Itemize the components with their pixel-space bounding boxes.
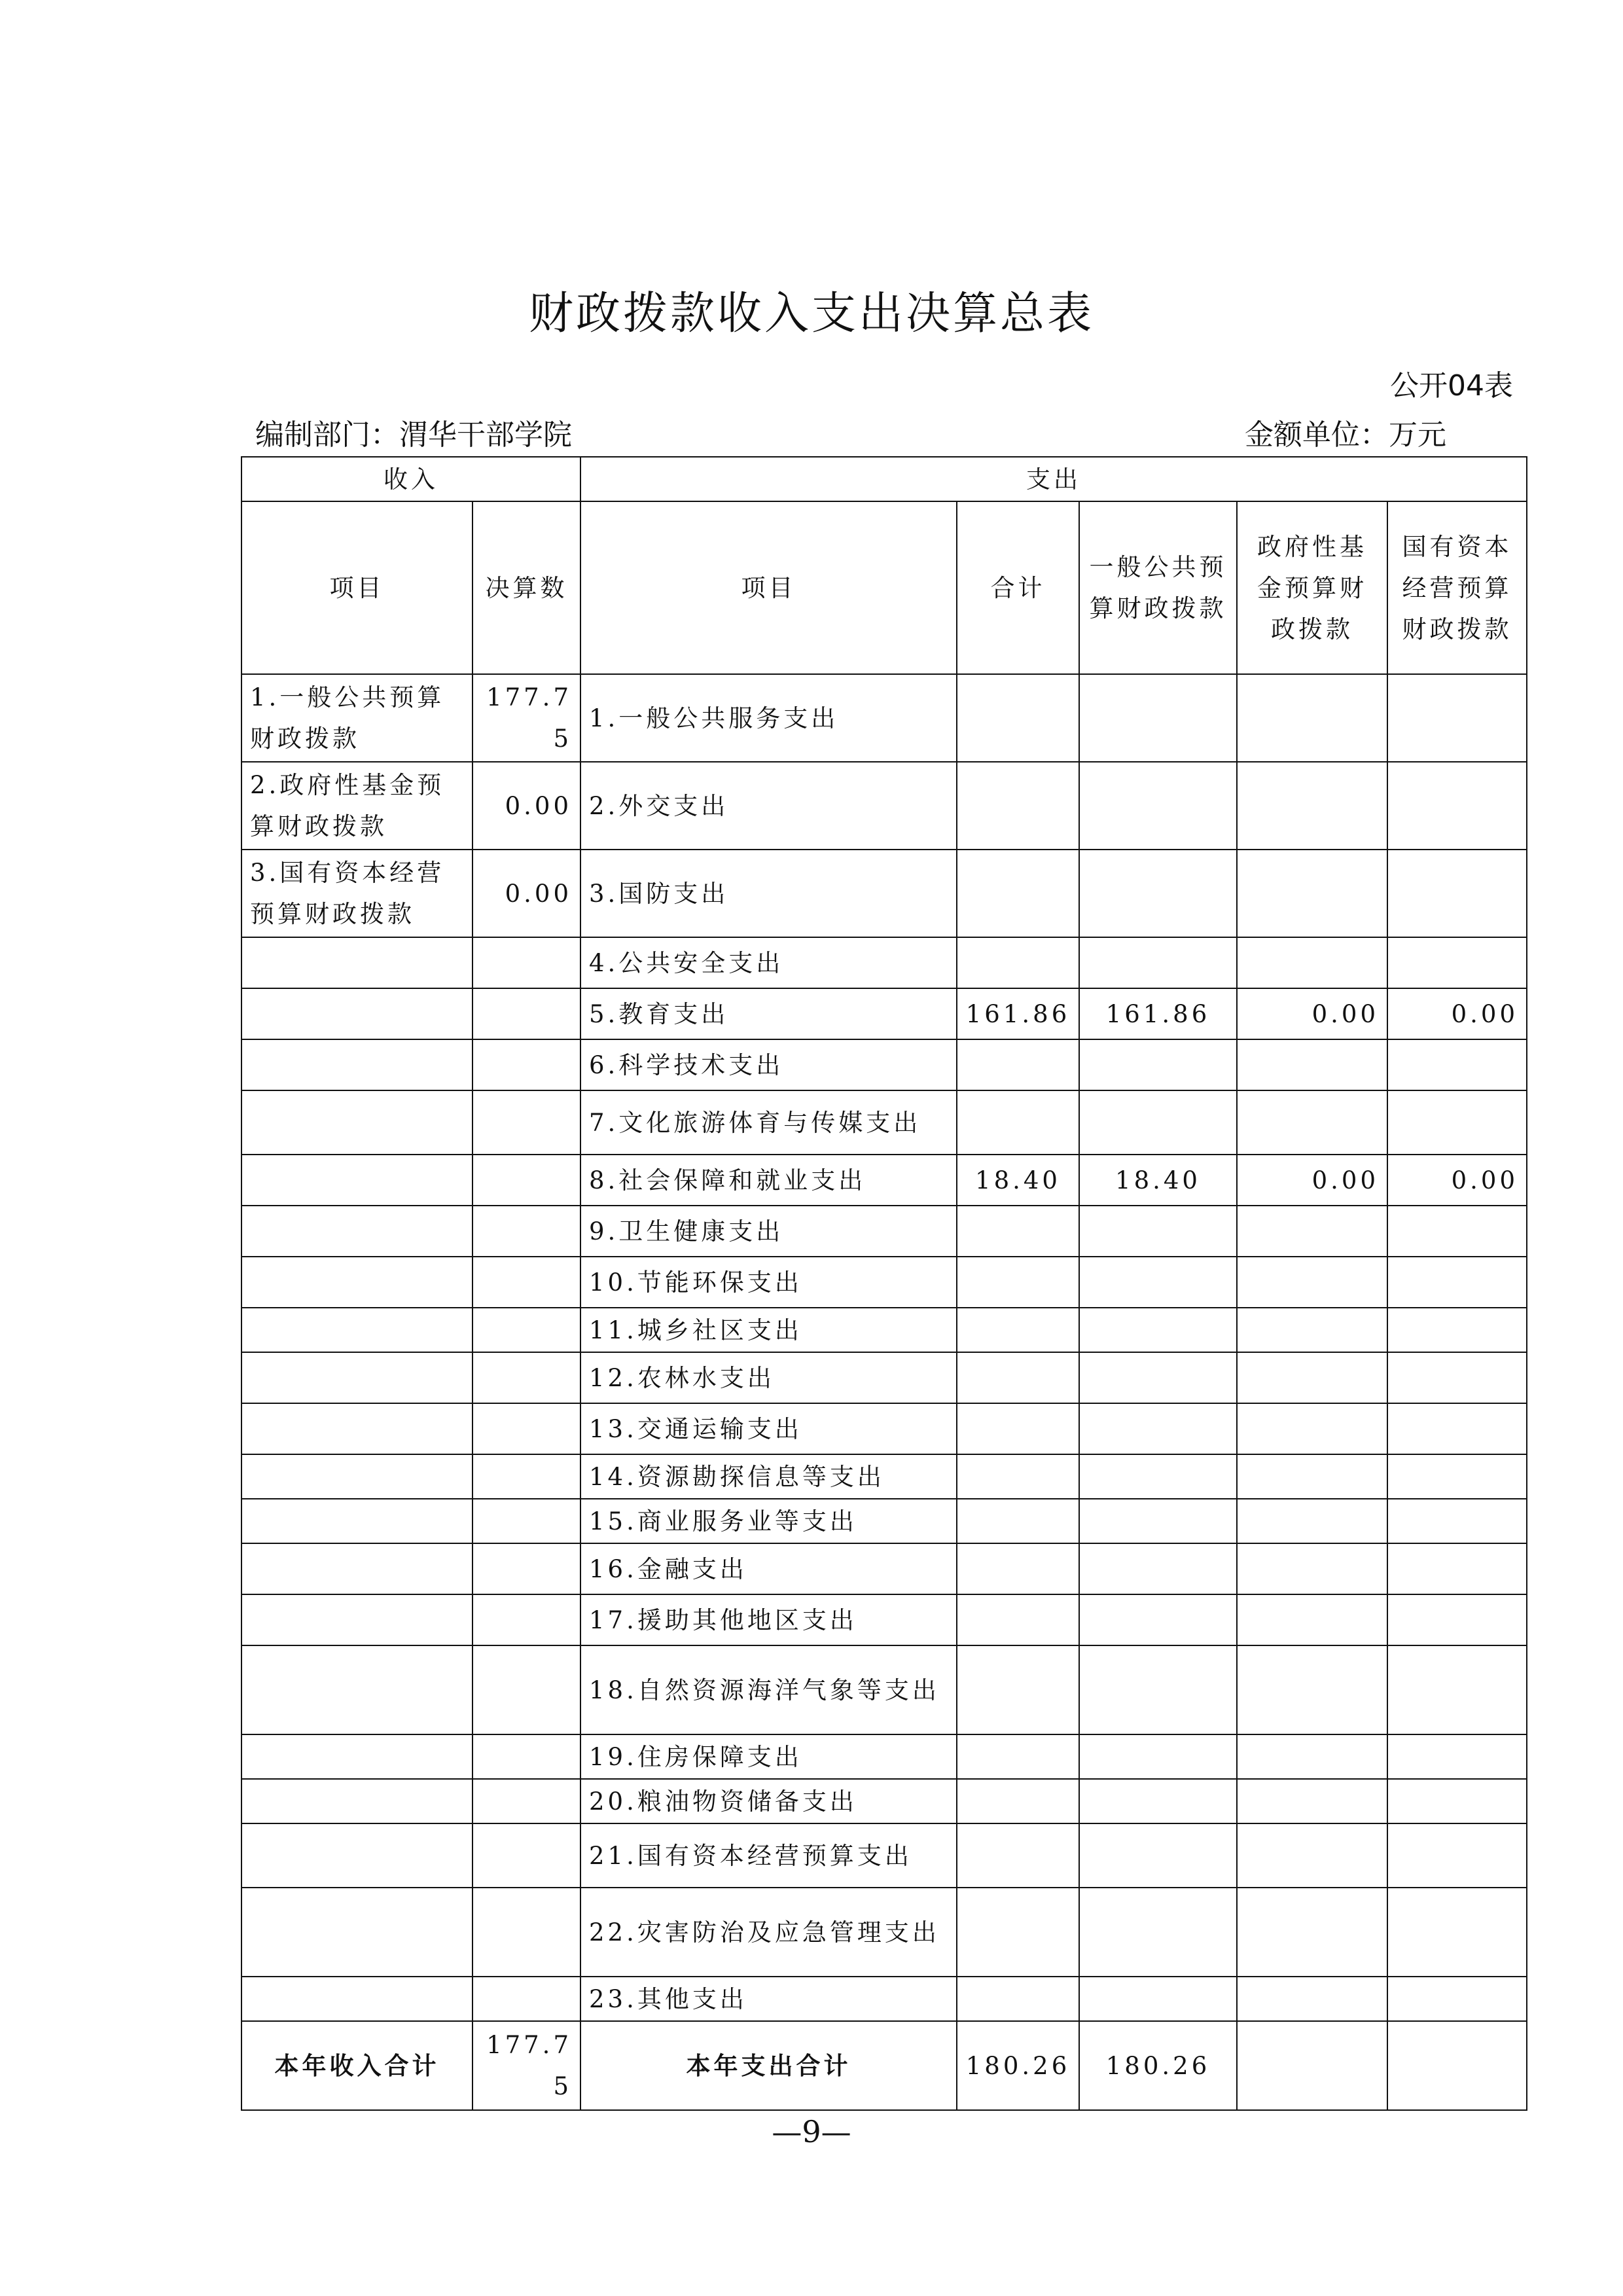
income-item-header: 项目 — [241, 501, 473, 674]
general-budget-cell — [1079, 674, 1237, 762]
fund-budget-cell — [1237, 1977, 1387, 2021]
state-capital-cell — [1387, 1454, 1527, 1499]
income-item-cell — [241, 1257, 473, 1308]
table-row — [241, 1403, 1527, 1454]
fund-budget-cell — [1237, 1594, 1387, 1645]
fund-budget-cell — [1237, 1403, 1387, 1454]
general-budget-header: 一般公共预算财政拨款 — [1079, 501, 1237, 674]
expense-item-cell: 2.外交支出 — [580, 762, 957, 850]
general-budget-cell — [1079, 1734, 1237, 1779]
settled-header: 决算数 — [473, 501, 580, 674]
state-capital-cell — [1387, 850, 1527, 937]
income-value-cell — [473, 1257, 580, 1308]
table-row — [241, 1308, 1527, 1352]
total-cell — [957, 674, 1079, 762]
total-cell — [957, 1594, 1079, 1645]
state-capital-cell: 0.00 — [1387, 1155, 1527, 1206]
expense-item-cell: 12.农林水支出 — [580, 1352, 957, 1403]
form-number: 公开04表 — [1390, 369, 1513, 403]
expense-item-cell: 3.国防支出 — [580, 850, 957, 937]
table-row — [241, 1352, 1527, 1403]
fund-budget-cell — [1237, 1645, 1387, 1734]
fund-budget-cell — [1237, 937, 1387, 988]
fund-budget-cell — [1237, 1543, 1387, 1594]
general-budget-cell — [1079, 1090, 1237, 1155]
state-capital-cell — [1387, 1308, 1527, 1352]
income-value-cell: 0.00 — [473, 762, 580, 850]
income-value-cell: 177.75 — [473, 674, 580, 762]
total-cell — [957, 1543, 1079, 1594]
budget-table — [241, 456, 1527, 2111]
state-capital-cell — [1387, 937, 1527, 988]
income-item-cell — [241, 1779, 473, 1823]
income-item-cell — [241, 1352, 473, 1403]
expense-item-cell: 22.灾害防治及应急管理支出 — [580, 1888, 957, 1977]
expense-item-cell: 21.国有资本经营预算支出 — [580, 1823, 957, 1888]
table-row — [241, 762, 1527, 850]
fund-budget-cell — [1237, 674, 1387, 762]
general-budget-cell — [1079, 1039, 1237, 1090]
income-value-cell — [473, 937, 580, 988]
table-row — [241, 1039, 1527, 1090]
table-row — [241, 1734, 1527, 1779]
income-item-cell — [241, 1155, 473, 1206]
expense-item-cell: 8.社会保障和就业支出 — [580, 1155, 957, 1206]
income-header: 收入 — [241, 457, 580, 501]
table-row — [241, 1454, 1527, 1499]
state-capital-cell — [1387, 1888, 1527, 1977]
table-row — [241, 1594, 1527, 1645]
income-item-cell — [241, 988, 473, 1039]
state-capital-cell — [1387, 1352, 1527, 1403]
fund-budget-cell — [1237, 1823, 1387, 1888]
fund-budget-cell — [1237, 1257, 1387, 1308]
income-value-cell — [473, 1543, 580, 1594]
fund-budget-cell: 0.00 — [1237, 1155, 1387, 1206]
general-budget-cell — [1079, 1888, 1237, 1977]
state-capital-cell: 0.00 — [1387, 988, 1527, 1039]
income-value-cell — [473, 1206, 580, 1257]
general-budget-cell — [1079, 1645, 1237, 1734]
table-row — [241, 1645, 1527, 1734]
income-item-cell — [241, 1888, 473, 1977]
general-budget-cell — [1079, 850, 1237, 937]
total-cell — [957, 1454, 1079, 1499]
income-value-cell — [473, 1039, 580, 1090]
expense-item-cell: 19.住房保障支出 — [580, 1734, 957, 1779]
general-budget-cell: 161.86 — [1079, 988, 1237, 1039]
income-value-cell — [473, 1779, 580, 1823]
state-capital-cell — [1387, 762, 1527, 850]
total-cell — [957, 1090, 1079, 1155]
state-capital-cell — [1387, 1257, 1527, 1308]
expense-total-label: 本年支出合计 — [580, 2021, 957, 2110]
expense-item-cell: 15.商业服务业等支出 — [580, 1499, 957, 1543]
expense-total-fund — [1237, 2021, 1387, 2110]
income-value-cell — [473, 988, 580, 1039]
fund-budget-cell — [1237, 850, 1387, 937]
income-item-cell: 3.国有资本经营预算财政拨款 — [241, 850, 473, 937]
total-cell — [957, 937, 1079, 988]
expense-item-cell: 1.一般公共服务支出 — [580, 674, 957, 762]
state-capital-cell — [1387, 1499, 1527, 1543]
expense-item-cell: 11.城乡社区支出 — [580, 1308, 957, 1352]
expense-total-sum: 180.26 — [957, 2021, 1079, 2110]
income-total-label: 本年收入合计 — [241, 2021, 473, 2110]
table-row — [241, 1155, 1527, 1206]
state-capital-cell — [1387, 1977, 1527, 2021]
general-budget-cell — [1079, 1543, 1237, 1594]
income-value-cell — [473, 1977, 580, 2021]
fund-budget-cell — [1237, 1206, 1387, 1257]
total-cell — [957, 1257, 1079, 1308]
general-budget-cell — [1079, 1257, 1237, 1308]
income-item-cell: 1.一般公共预算财政拨款 — [241, 674, 473, 762]
expense-header: 支出 — [580, 457, 1527, 501]
income-item-cell — [241, 1823, 473, 1888]
expense-item-cell: 17.援助其他地区支出 — [580, 1594, 957, 1645]
income-value-cell — [473, 1594, 580, 1645]
general-budget-cell — [1079, 1352, 1237, 1403]
expense-item-cell: 9.卫生健康支出 — [580, 1206, 957, 1257]
general-budget-cell — [1079, 937, 1237, 988]
income-value-cell — [473, 1499, 580, 1543]
general-budget-cell — [1079, 1206, 1237, 1257]
income-item-cell — [241, 1454, 473, 1499]
expense-item-header: 项目 — [580, 501, 957, 674]
general-budget-cell — [1079, 1594, 1237, 1645]
group-header-row — [241, 457, 1527, 501]
expense-item-cell: 6.科学技术支出 — [580, 1039, 957, 1090]
fund-budget-cell — [1237, 1352, 1387, 1403]
state-capital-cell — [1387, 1734, 1527, 1779]
fund-budget-cell — [1237, 1090, 1387, 1155]
expense-item-cell: 14.资源勘探信息等支出 — [580, 1454, 957, 1499]
state-capital-cell — [1387, 1403, 1527, 1454]
fund-budget-cell — [1237, 1308, 1387, 1352]
total-cell — [957, 1499, 1079, 1543]
income-total-value: 177.75 — [473, 2021, 580, 2110]
state-capital-cell — [1387, 1206, 1527, 1257]
table-row — [241, 937, 1527, 988]
total-cell: 161.86 — [957, 988, 1079, 1039]
income-value-cell — [473, 1888, 580, 1977]
state-capital-cell — [1387, 1645, 1527, 1734]
income-value-cell: 0.00 — [473, 850, 580, 937]
income-value-cell — [473, 1090, 580, 1155]
income-item-cell — [241, 1090, 473, 1155]
income-item-cell — [241, 1645, 473, 1734]
page-title: 财政拨款收入支出决算总表 — [528, 288, 1094, 340]
income-item-cell — [241, 1039, 473, 1090]
table-row — [241, 1888, 1527, 1977]
total-cell — [957, 1779, 1079, 1823]
total-cell — [957, 1977, 1079, 2021]
income-item-cell — [241, 1403, 473, 1454]
expense-item-cell: 20.粮油物资储备支出 — [580, 1779, 957, 1823]
fund-budget-cell: 0.00 — [1237, 988, 1387, 1039]
state-capital-cell — [1387, 1039, 1527, 1090]
total-cell — [957, 1645, 1079, 1734]
income-value-cell — [473, 1308, 580, 1352]
table-row — [241, 1823, 1527, 1888]
income-value-cell — [473, 1734, 580, 1779]
total-cell — [957, 850, 1079, 937]
column-header-row — [241, 501, 1527, 674]
table-row — [241, 1499, 1527, 1543]
state-capital-cell — [1387, 1594, 1527, 1645]
expense-item-cell: 23.其他支出 — [580, 1977, 957, 2021]
income-value-cell — [473, 1155, 580, 1206]
income-item-cell — [241, 1734, 473, 1779]
income-item-cell — [241, 1977, 473, 2021]
expense-item-cell: 5.教育支出 — [580, 988, 957, 1039]
table-row — [241, 1257, 1527, 1308]
totals-row — [241, 2021, 1527, 2110]
state-capital-cell — [1387, 1823, 1527, 1888]
general-budget-cell: 18.40 — [1079, 1155, 1237, 1206]
fund-budget-cell — [1237, 1779, 1387, 1823]
expense-item-cell: 13.交通运输支出 — [580, 1403, 957, 1454]
total-cell — [957, 1352, 1079, 1403]
income-item-cell — [241, 1206, 473, 1257]
income-item-cell — [241, 1543, 473, 1594]
state-capital-cell — [1387, 1090, 1527, 1155]
general-budget-cell — [1079, 1308, 1237, 1352]
income-item-cell: 2.政府性基金预算财政拨款 — [241, 762, 473, 850]
state-capital-cell — [1387, 1779, 1527, 1823]
income-item-cell — [241, 1308, 473, 1352]
fund-budget-cell — [1237, 1888, 1387, 1977]
state-capital-cell — [1387, 1543, 1527, 1594]
table-row — [241, 1090, 1527, 1155]
general-budget-cell — [1079, 1779, 1237, 1823]
fund-budget-cell — [1237, 1499, 1387, 1543]
expense-item-cell: 16.金融支出 — [580, 1543, 957, 1594]
expense-item-cell: 4.公共安全支出 — [580, 937, 957, 988]
expense-total-general: 180.26 — [1079, 2021, 1237, 2110]
general-budget-cell — [1079, 1499, 1237, 1543]
total-cell — [957, 1403, 1079, 1454]
state-capital-header: 国有资本经营预算财政拨款 — [1387, 501, 1527, 674]
table-row — [241, 674, 1527, 762]
table-row — [241, 1543, 1527, 1594]
general-budget-cell — [1079, 1823, 1237, 1888]
fund-budget-cell — [1237, 762, 1387, 850]
income-value-cell — [473, 1403, 580, 1454]
income-value-cell — [473, 1645, 580, 1734]
expense-item-cell: 18.自然资源海洋气象等支出 — [580, 1645, 957, 1734]
total-cell — [957, 1888, 1079, 1977]
income-value-cell — [473, 1454, 580, 1499]
general-budget-cell — [1079, 1403, 1237, 1454]
total-header: 合计 — [957, 501, 1079, 674]
total-cell: 18.40 — [957, 1155, 1079, 1206]
total-cell — [957, 1823, 1079, 1888]
income-value-cell — [473, 1352, 580, 1403]
table-row — [241, 988, 1527, 1039]
expense-item-cell: 10.节能环保支出 — [580, 1257, 957, 1308]
table-row — [241, 1779, 1527, 1823]
general-budget-cell — [1079, 1977, 1237, 2021]
expense-item-cell: 7.文化旅游体育与传媒支出 — [580, 1090, 957, 1155]
income-value-cell — [473, 1823, 580, 1888]
fund-budget-cell — [1237, 1734, 1387, 1779]
total-cell — [957, 762, 1079, 850]
fund-budget-header: 政府性基金预算财政拨款 — [1237, 501, 1387, 674]
table-row — [241, 1206, 1527, 1257]
fund-budget-cell — [1237, 1039, 1387, 1090]
general-budget-cell — [1079, 762, 1237, 850]
total-cell — [957, 1039, 1079, 1090]
table-body — [241, 674, 1527, 2021]
income-item-cell — [241, 937, 473, 988]
general-budget-cell — [1079, 1454, 1237, 1499]
total-cell — [957, 1308, 1079, 1352]
total-cell — [957, 1734, 1079, 1779]
total-cell — [957, 1206, 1079, 1257]
fund-budget-cell — [1237, 1454, 1387, 1499]
income-item-cell — [241, 1499, 473, 1543]
table-row — [241, 850, 1527, 937]
state-capital-cell — [1387, 674, 1527, 762]
income-item-cell — [241, 1594, 473, 1645]
page-number: —9— — [772, 2114, 851, 2149]
unit-label: 金额单位：万元 — [1245, 418, 1446, 452]
table-row — [241, 1977, 1527, 2021]
expense-total-state — [1387, 2021, 1527, 2110]
department-label: 编制部门：渭华干部学院 — [255, 418, 572, 452]
